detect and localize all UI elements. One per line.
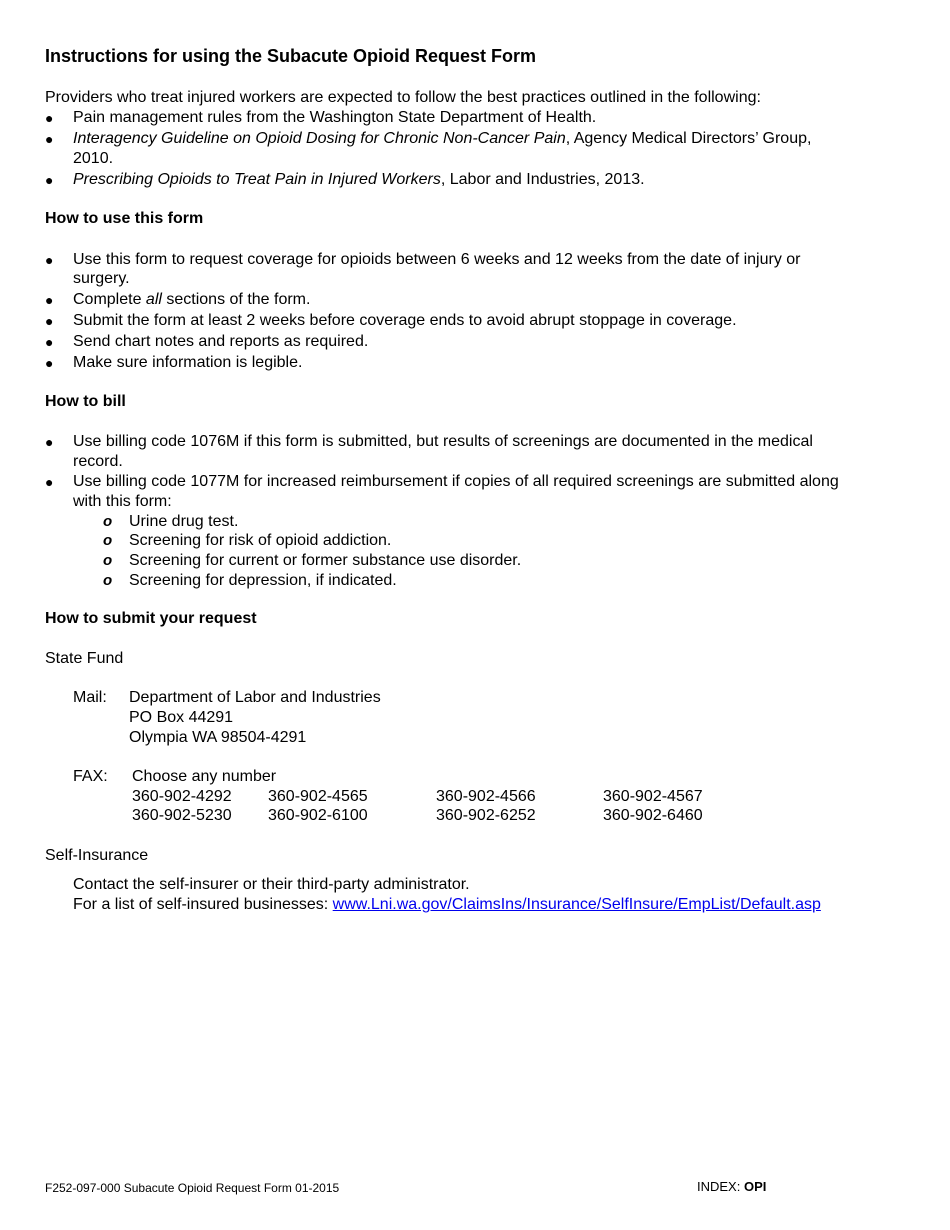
section-heading-how-to-use: How to use this form: [45, 210, 204, 227]
mail-address-line: Olympia WA 98504-4291: [129, 729, 307, 746]
circle-bullet-icon: o: [103, 532, 113, 549]
circle-bullet-icon: o: [103, 552, 113, 569]
footer-index: INDEX: OPI: [697, 1179, 767, 1194]
fax-number: 360-902-4566: [436, 788, 536, 805]
self-insured-list-link[interactable]: www.Lni.wa.gov/ClaimsIns/Insurance/SelfInsure/EmpList/Default.asp: [332, 896, 821, 913]
intro-text: Providers who treat injured workers are expected to follow the best practices outlined in the following:: [45, 89, 761, 106]
bullet-icon: ●: [45, 434, 54, 450]
self-insurance-label: Self-Insurance: [45, 847, 149, 864]
section-heading-submit: How to submit your request: [45, 610, 257, 627]
bullet-icon: ●: [45, 474, 54, 490]
bullet-icon: ●: [45, 292, 54, 308]
section-heading-how-to-bill: How to bill: [45, 393, 126, 410]
bullet-icon: ●: [45, 252, 54, 268]
fax-number: 360-902-4567: [603, 788, 703, 805]
fax-number: 360-902-6252: [436, 807, 536, 824]
fax-number: 360-902-6100: [268, 807, 368, 824]
page-title: Instructions for using the Subacute Opioid Request Form: [45, 46, 537, 66]
fax-number: 360-902-4565: [268, 788, 368, 805]
fax-number: 360-902-4292: [132, 788, 232, 805]
circle-bullet-icon: o: [103, 513, 113, 530]
bullet-icon: ●: [45, 334, 54, 350]
self-insurance-text: Contact the self-insurer or their third-party administrator.: [73, 876, 470, 893]
state-fund-label: State Fund: [45, 650, 124, 667]
fax-intro: Choose any number: [132, 768, 277, 785]
self-insurance-list-line: For a list of self-insured businesses: www.Lni.wa.gov/ClaimsIns/Insurance/SelfInsure/EmpList/Default.asp: [73, 896, 821, 913]
bullet-icon: ●: [45, 131, 54, 147]
bullet-icon: ●: [45, 110, 54, 126]
footer-form-id: F252-097-000 Subacute Opioid Request Form 01-2015: [45, 1181, 340, 1195]
circle-bullet-icon: o: [103, 572, 113, 589]
fax-number: 360-902-6460: [603, 807, 703, 824]
mail-address-line: PO Box 44291: [129, 709, 234, 726]
bullet-icon: ●: [45, 355, 54, 371]
fax-label: FAX:: [73, 768, 108, 785]
mail-address-line: Department of Labor and Industries: [129, 689, 381, 706]
mail-label: Mail:: [73, 689, 107, 706]
bullet-icon: ●: [45, 313, 54, 329]
bullet-icon: ●: [45, 172, 54, 188]
fax-number: 360-902-5230: [132, 807, 232, 824]
